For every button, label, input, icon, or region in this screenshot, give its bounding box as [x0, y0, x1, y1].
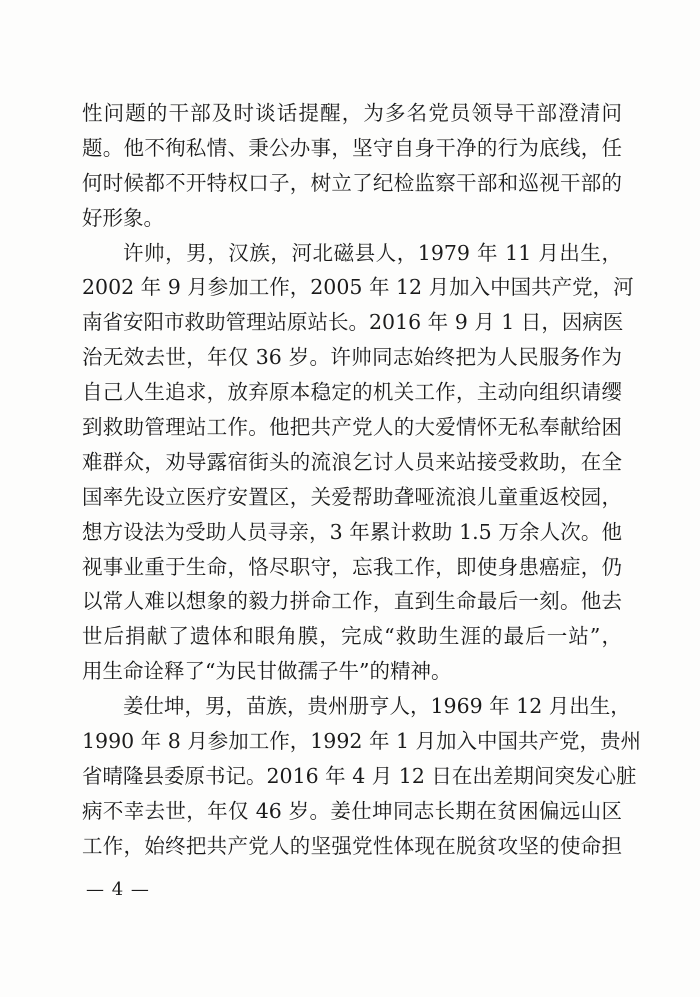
text-line: 用生命诠释了“为民甘做孺子牛”的精神。	[82, 659, 452, 684]
page-number: — 4 —	[86, 879, 150, 900]
text-line: 国率先设立医疗安置区，关爱帮助聋哑流浪儿童重返校园，	[82, 484, 622, 509]
text-line: 治无效去世，年仅 36 岁。许帅同志始终把为人民服务作为	[82, 345, 622, 370]
text-line: 南省安阳市救助管理站原站长。2016 年 9 月 1 日，因病医	[82, 310, 624, 335]
text-line: 性问题的干部及时谈话提醒，为多名党员领导干部澄清问	[82, 101, 622, 125]
text-line: 病不幸去世，年仅 46 岁。姜仕坤同志长期在贫困偏远山区	[82, 798, 622, 823]
text-line: 想方设法为受助人员寻亲，3 年累计救助 1.5 万余人次。他	[82, 519, 622, 544]
text-line: 难群众，劝导露宿街头的流浪乞讨人员来站接受救助，在全	[82, 449, 622, 474]
text-line: 到救助管理站工作。他把共产党人的大爱情怀无私奉献给困	[82, 415, 622, 440]
text-line: 省晴隆县委原书记。2016 年 4 月 12 日在出差期间突发心脏	[82, 763, 637, 788]
document-body	[82, 96, 642, 864]
text-line: 自己人生追求，放弃原本稳定的机关工作，主动向组织请缨	[82, 380, 622, 405]
text-line: 2002 年 9 月参加工作，2005 年 12 月加入中国共产党，河	[82, 275, 634, 300]
text-line: 视事业重于生命，恪尽职守，忘我工作，即使身患癌症，仍	[82, 554, 622, 579]
text-line: 工作，始终把共产党人的坚强党性体现在脱贫攻坚的使命担	[82, 833, 622, 858]
text-line: 1990 年 8 月参加工作，1992 年 1 月加入中国共产党，贵州	[82, 729, 642, 754]
text-line: 姜仕坤，男，苗族，贵州册亨人，1969 年 12 月出生，	[123, 694, 631, 719]
text-line: 好形象。	[82, 205, 164, 230]
text-line: 题。他不徇私情、秉公办事，坚守自身干净的行为底线，任	[82, 135, 622, 160]
text-line: 以常人难以想象的毅力拼命工作，直到生命最后一刻。他去	[82, 589, 622, 614]
text-line: 许帅，男，汉族，河北磁县人，1979 年 11 月出生，	[123, 240, 622, 265]
text-line: 世后捐献了遗体和眼角膜，完成“救助生涯的最后一站”，	[82, 624, 622, 649]
text-line: 何时候都不开特权口子，树立了纪检监察干部和巡视干部的	[82, 170, 622, 195]
